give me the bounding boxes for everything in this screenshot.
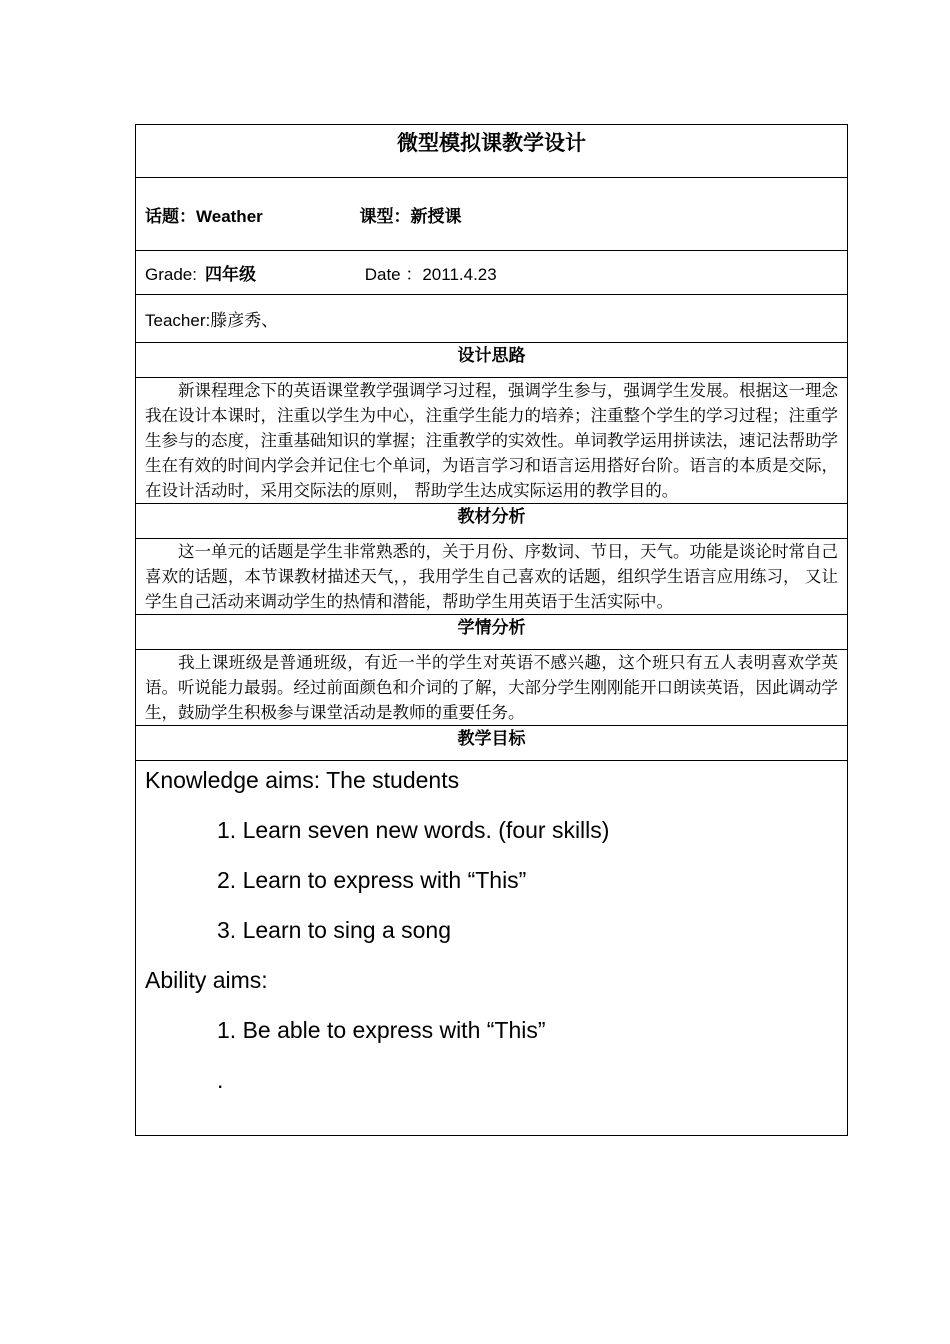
document-title: 微型模拟课教学设计 bbox=[397, 132, 586, 155]
objectives-cell bbox=[136, 761, 848, 1136]
section-heading-objectives: 教学目标 bbox=[136, 726, 848, 761]
grade-value: 四年级 bbox=[204, 265, 256, 284]
title-cell bbox=[136, 125, 848, 178]
knowledge-aims-title: Knowledge aims: The students bbox=[145, 767, 460, 793]
lesson-plan-table bbox=[135, 124, 848, 1136]
section-heading-students: 学情分析 bbox=[136, 615, 848, 650]
topic-row bbox=[136, 178, 848, 251]
section-paragraph: 这一单元的话题是学生非常熟悉的，关于月份、序数词、节日，天气。功能是谈论时常自己喜欢的话题，本节课教材描述天气，，我用学生自己喜欢的话题，组织学生语言应用练习， 又让学生自己活动来调动学生的热情和潜能，帮助学生用英语于生活实际中。 bbox=[145, 542, 838, 611]
section-heading-material: 教材分析 bbox=[136, 504, 848, 539]
section-paragraph: 我上课班级是普通班级，有近一半的学生对英语不感兴趣，这个班只有五人表明喜欢学英语。听说能力最弱。经过前面颜色和介词的了解，大部分学生刚刚能开口朗读英语，因此调动学生，鼓励学生积极参与课堂活动是教师的重要任务。 bbox=[145, 653, 838, 722]
topic-label: 话题：Weather bbox=[145, 206, 263, 226]
ability-aim-item: . bbox=[217, 1067, 224, 1093]
knowledge-aim-item: 2. Learn to express with “This” bbox=[217, 867, 527, 893]
lesson-type-label: 课型：新授课 bbox=[359, 206, 462, 226]
grade-row bbox=[136, 251, 848, 295]
date-label: Date ：2011.4.23 bbox=[364, 265, 497, 284]
ability-aim-item: 1. Be able to express with “This” bbox=[217, 1017, 546, 1043]
knowledge-aim-item: 1. Learn seven new words. (four skills) bbox=[217, 817, 610, 843]
section-heading-design: 设计思路 bbox=[136, 343, 848, 378]
ability-aims-title: Ability aims: bbox=[145, 967, 268, 993]
section-paragraph: 新课程理念下的英语课堂教学强调学习过程，强调学生参与，强调学生发展。根据这一理念我在设计本课时，注重以学生为中心，注重学生能力的培养；注重整个学生的学习过程；注重学生参与的态度，注重基础知识的掌握；注重教学的实效性。单词教学运用拼读法，速记法帮助学生在有效的时间内学会并记住七个单词，为语言学习和语言运用搭好台阶。语言的本质是交际，在设计活动时，采用交际法的原则， 帮助学生达成实际运用的教学目的。 bbox=[145, 381, 838, 500]
knowledge-aim-item: 3. Learn to sing a song bbox=[217, 917, 451, 943]
section-body-material bbox=[136, 539, 848, 615]
teacher-row bbox=[136, 295, 848, 343]
teacher-label: Teacher:滕彦秀、 bbox=[145, 311, 279, 330]
section-body-students bbox=[136, 650, 848, 726]
grade-label: Grade: bbox=[145, 265, 197, 284]
section-body-design bbox=[136, 378, 848, 504]
